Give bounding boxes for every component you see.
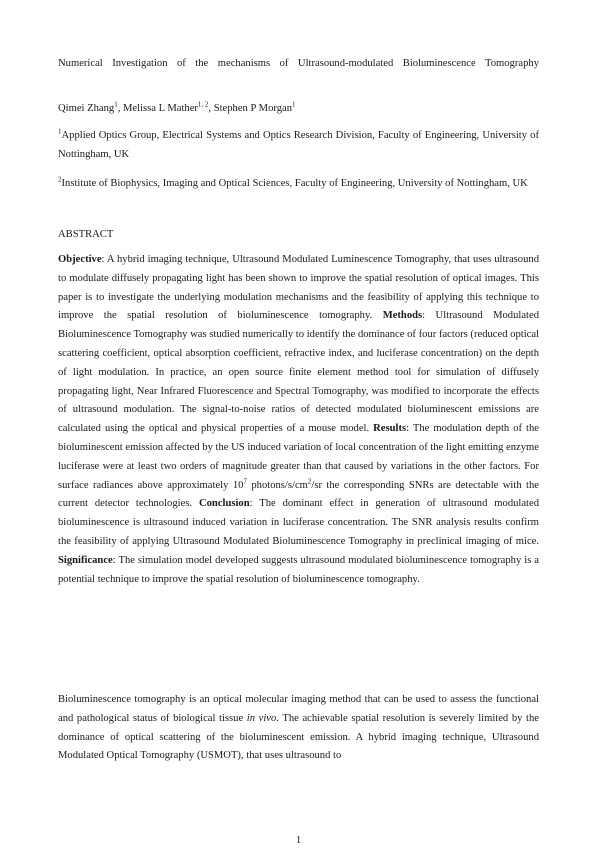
intro-text-rest: . The achievable spatial resolution is severely limited by the dominance of optical scattering of the bioluminescent emission. A hybrid imaging technique, Ultrasound Modulated Optical Tomography (USMOT), that uses ultrasound to — [58, 712, 539, 762]
objective-text: : A hybrid imaging technique, Ultrasound Modulated Luminescence Tomography, that uses ultrasound to modulate diffusely propagating light has been shown to improve the spatial resolution of optical images. This paper is to investigate the underlying modulation mechanisms and the feasibility of applying this technique to improve the spatial resolution of bioluminescence tomography. — [58, 254, 539, 322]
exponent: 7 — [243, 477, 247, 486]
author-affiliation-mark: 1 — [114, 100, 118, 109]
abstract-body — [58, 251, 539, 589]
author-affiliation-mark: 1 — [292, 100, 296, 109]
conclusion-text: : The dominant effect in generation of ultrasound modulated bioluminescence is ultrasound induced variation in luciferase concentration. The SNR analysis results confirm the feasibility of applying Ultrasound Modulated Bioluminescence Tomography in preclinical imaging of mice. — [58, 498, 539, 547]
author-name: Stephen P Morgan — [213, 103, 292, 114]
affiliation-mark: 1 — [58, 127, 62, 136]
results-text: : The modulation depth of the bioluminescent emission affected by the US induced variation of local concentration of the light emitting enzyme luciferase were at least two orders of magnitude greater than that caused by variations in the other factors. For surface radiances above approximately 10 — [58, 423, 539, 491]
author-list — [58, 100, 539, 119]
objective-label: Objective — [58, 254, 102, 265]
paper-page — [58, 0, 540, 846]
affiliation-2 — [58, 175, 539, 194]
conclusion-label: Conclusion — [198, 498, 250, 510]
significance-label: Significance — [58, 554, 113, 566]
affiliation-text: Applied Optics Group, Electrical Systems and Optics Research Division, Faculty of Engineering, University of Nottingham, UK — [58, 130, 539, 160]
title-text: Numerical Investigation of the mechanisms of Ultrasound-modulated Bioluminescence Tomography — [58, 58, 539, 69]
methods-label: Methods — [382, 310, 423, 322]
abstract-heading: ABSTRACT — [58, 229, 114, 240]
affiliation-mark: 2 — [58, 175, 62, 184]
page-number: 1 — [295, 835, 302, 846]
affiliation-1 — [58, 127, 539, 165]
intro-text: Bioluminescence tomography is an optical molecular imaging method that can be used to assess the functional and pathological status of biological tissue — [58, 694, 539, 724]
author-name: Qimei Zhang — [58, 103, 115, 114]
unit-exponent: 2 — [307, 477, 312, 486]
author-name: Melissa L Mather — [123, 103, 198, 114]
author-separator: , — [208, 103, 214, 114]
results-text-units: photons/s/cm — [246, 479, 308, 491]
paper-title — [58, 55, 539, 74]
author-separator: , — [117, 103, 123, 114]
intro-italic: in vivo — [246, 712, 277, 724]
affiliation-text: Institute of Biophysics, Imaging and Optical Sciences, Faculty of Engineering, University of Nottingham, UK — [61, 178, 528, 189]
intro-paragraph — [58, 691, 539, 766]
methods-text: : Ultrasound Modulated Bioluminescence Tomography was studied numerically to identify the dominance of four factors (reduced optical scattering coefficient, optical absorption coefficient, refractive index, and luciferase concentration) on the depth of light modulation. In practice, an open source finite element method tool for simulation of diffusely propagating light, Near Infrared Fluorescence and Spectral Tomography, was modified to incorporate the effects of ultrasound modulation. The signal-to-noise ratios of detected modulated bioluminescent emissions are calculated using the optical and physical properties of a mouse model. — [58, 310, 539, 435]
author-affiliation-mark: 1, 2 — [197, 100, 209, 109]
results-text-rest: /sr the corresponding SNRs are detectable with the current detector technologies. — [58, 479, 540, 510]
significance-text: : The simulation model developed suggests ultrasound modulated bioluminescence tomography is a potential technique to improve the spatial resolution of bioluminescence tomography. — [58, 554, 539, 585]
results-label: Results — [373, 423, 407, 435]
